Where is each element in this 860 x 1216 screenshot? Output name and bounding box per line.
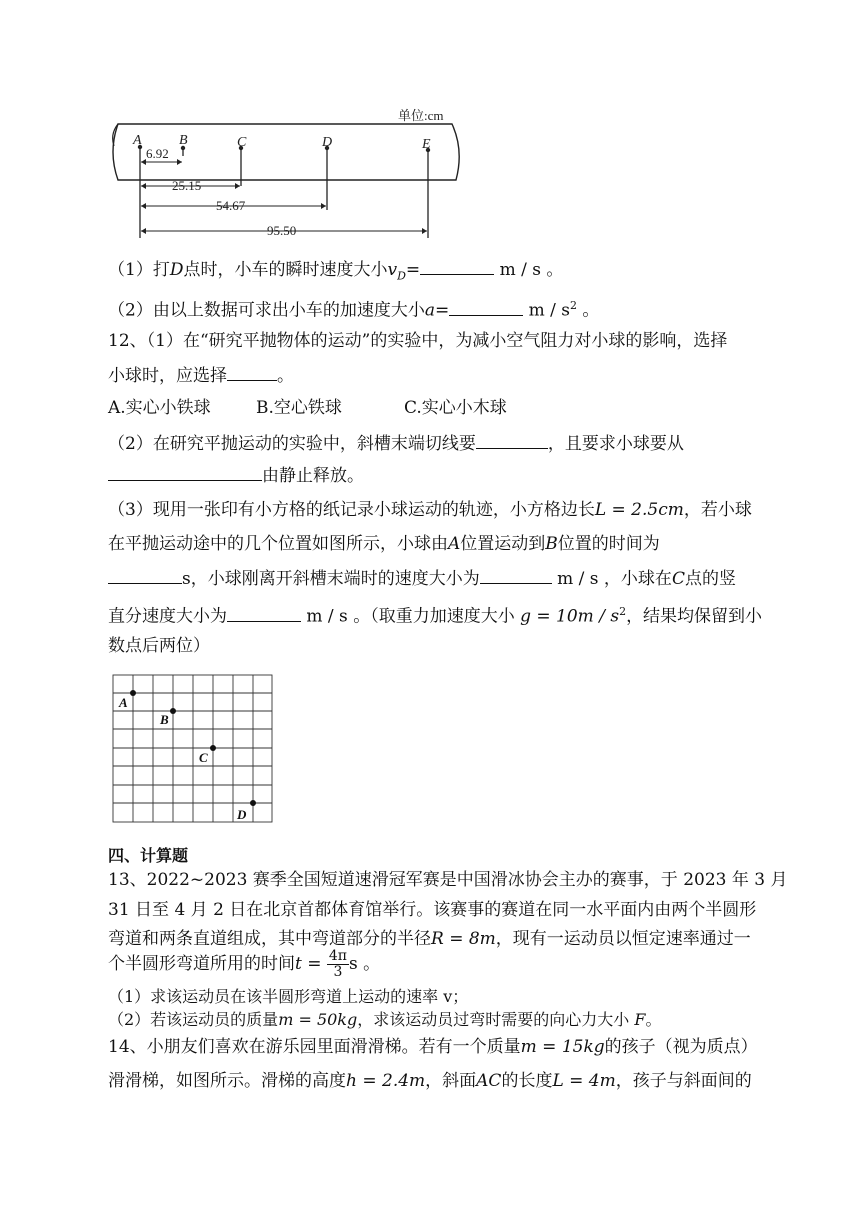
q13-part2: （2）若该运动员的质量m = 50kg，求该运动员过弯时需要的向心力大小 F。 bbox=[108, 1010, 662, 1029]
q11-part2: （2）由以上数据可求出小车的加速度大小$a= m / s^2$ 。 bbox=[108, 293, 599, 324]
tape-point-A bbox=[138, 145, 142, 238]
q13-line4: 个半圆形弯道所用的时间t = $\frac{4\pi}{3}$ s 。 bbox=[108, 948, 381, 980]
answer-blank[interactable] bbox=[227, 603, 301, 622]
q14-line2: 滑滑梯，如图所示。滑梯的高度h = 2.4m，斜面AC的长度L = 4m，孩子与斜面间的 bbox=[108, 1071, 752, 1091]
answer-blank[interactable] bbox=[227, 362, 277, 381]
tape-point-E bbox=[426, 148, 430, 238]
q11-part1: （1）打D点时，小车的瞬时速度大小$v_D= m / s$ 。 bbox=[108, 256, 563, 289]
grid-label-B: B bbox=[160, 712, 169, 727]
q14-line1: 14、小朋友们喜欢在游乐园里面滑滑梯。若有一个质量m = 15kg的孩子（视为质点） bbox=[108, 1037, 758, 1057]
tape-label-C: C bbox=[237, 135, 247, 150]
q12-line10: 数点后两位） bbox=[108, 636, 210, 656]
grid-label-A: A bbox=[119, 695, 128, 710]
q12-line6: （3）现用一张印有小方格的纸记录小球运动的轨迹，小方格边长L = 2.5cm，若小球 bbox=[108, 500, 752, 520]
answer-blank[interactable] bbox=[420, 256, 494, 275]
grid-point-D bbox=[250, 800, 256, 806]
paper-tape-figure bbox=[100, 100, 480, 242]
option-a: A.实心小铁球 bbox=[108, 398, 211, 418]
trajectory-grid-figure bbox=[112, 674, 274, 824]
q12-line5: 由静止释放。 bbox=[108, 462, 364, 489]
grid-label-D: D bbox=[237, 807, 247, 822]
dim-AC: 25.15 bbox=[172, 178, 202, 193]
answer-blank[interactable] bbox=[108, 565, 182, 584]
grid-point-B bbox=[170, 708, 176, 714]
q12-line8: s，小球刚离开斜槽末端时的速度大小为 m / s ，小球在C点的竖 bbox=[108, 565, 736, 592]
answer-blank[interactable] bbox=[108, 462, 262, 481]
tape-label-A: A bbox=[133, 133, 142, 148]
option-c: C.实心小木球 bbox=[404, 398, 507, 418]
dim-AD: 54.67 bbox=[216, 198, 246, 213]
dim-AE: 95.50 bbox=[267, 223, 297, 238]
tape-point-D bbox=[325, 146, 329, 210]
q12-line2: 小球时，应选择 。 bbox=[108, 362, 294, 389]
section-heading: 四、计算题 bbox=[108, 846, 189, 865]
answer-blank[interactable] bbox=[449, 297, 523, 316]
q13-line3: 弯道和两条直道组成，其中弯道部分的半径R = 8m，现有一运动员以恒定速率通过一 bbox=[108, 929, 751, 949]
dim-AB: 6.92 bbox=[146, 146, 169, 161]
q12-line4: （2）在研究平抛运动的实验中，斜槽末端切线要 ，且要求小球要从 bbox=[108, 430, 684, 457]
answer-blank[interactable] bbox=[476, 430, 548, 449]
q13-part1: （1）求该运动员在该半圆形弯道上运动的速率 v； bbox=[108, 987, 469, 1006]
q12-options bbox=[108, 395, 507, 421]
grid-label-C: C bbox=[199, 750, 208, 765]
tape-label-B: B bbox=[179, 133, 188, 148]
grid-point-C bbox=[210, 745, 216, 751]
tape-label-D: D bbox=[322, 135, 333, 150]
option-b: B.空心铁球 bbox=[256, 398, 342, 418]
q12-line9: 直分速度大小为 m / s 。（取重力加速度大小 $g = 10m / s^2$，结果均保留到小 bbox=[108, 599, 762, 630]
unit-label: 单位:cm bbox=[398, 108, 444, 123]
q13-line1: 13、2022~2023 赛季全国短道速滑冠军赛是中国滑冰协会主办的赛事，于 2023 年 3 月 bbox=[108, 870, 788, 890]
answer-blank[interactable] bbox=[480, 565, 552, 584]
q12-line7: 在平抛运动途中的几个位置如图所示，小球由A位置运动到B位置的时间为 bbox=[108, 534, 660, 554]
tape-label-E: E bbox=[422, 137, 431, 152]
time-fraction: $\frac{4\pi}{3}$ bbox=[328, 948, 347, 980]
q12-line1: 12、（1）在“研究平抛物体的运动”的实验中，为减小空气阻力对小球的影响，选择 bbox=[108, 331, 728, 351]
q13-line2: 31 日至 4 月 2 日在北京首都体育馆举行。该赛事的赛道在同一水平面内由两个半圆形 bbox=[108, 900, 757, 920]
grid-point-A bbox=[130, 690, 136, 696]
